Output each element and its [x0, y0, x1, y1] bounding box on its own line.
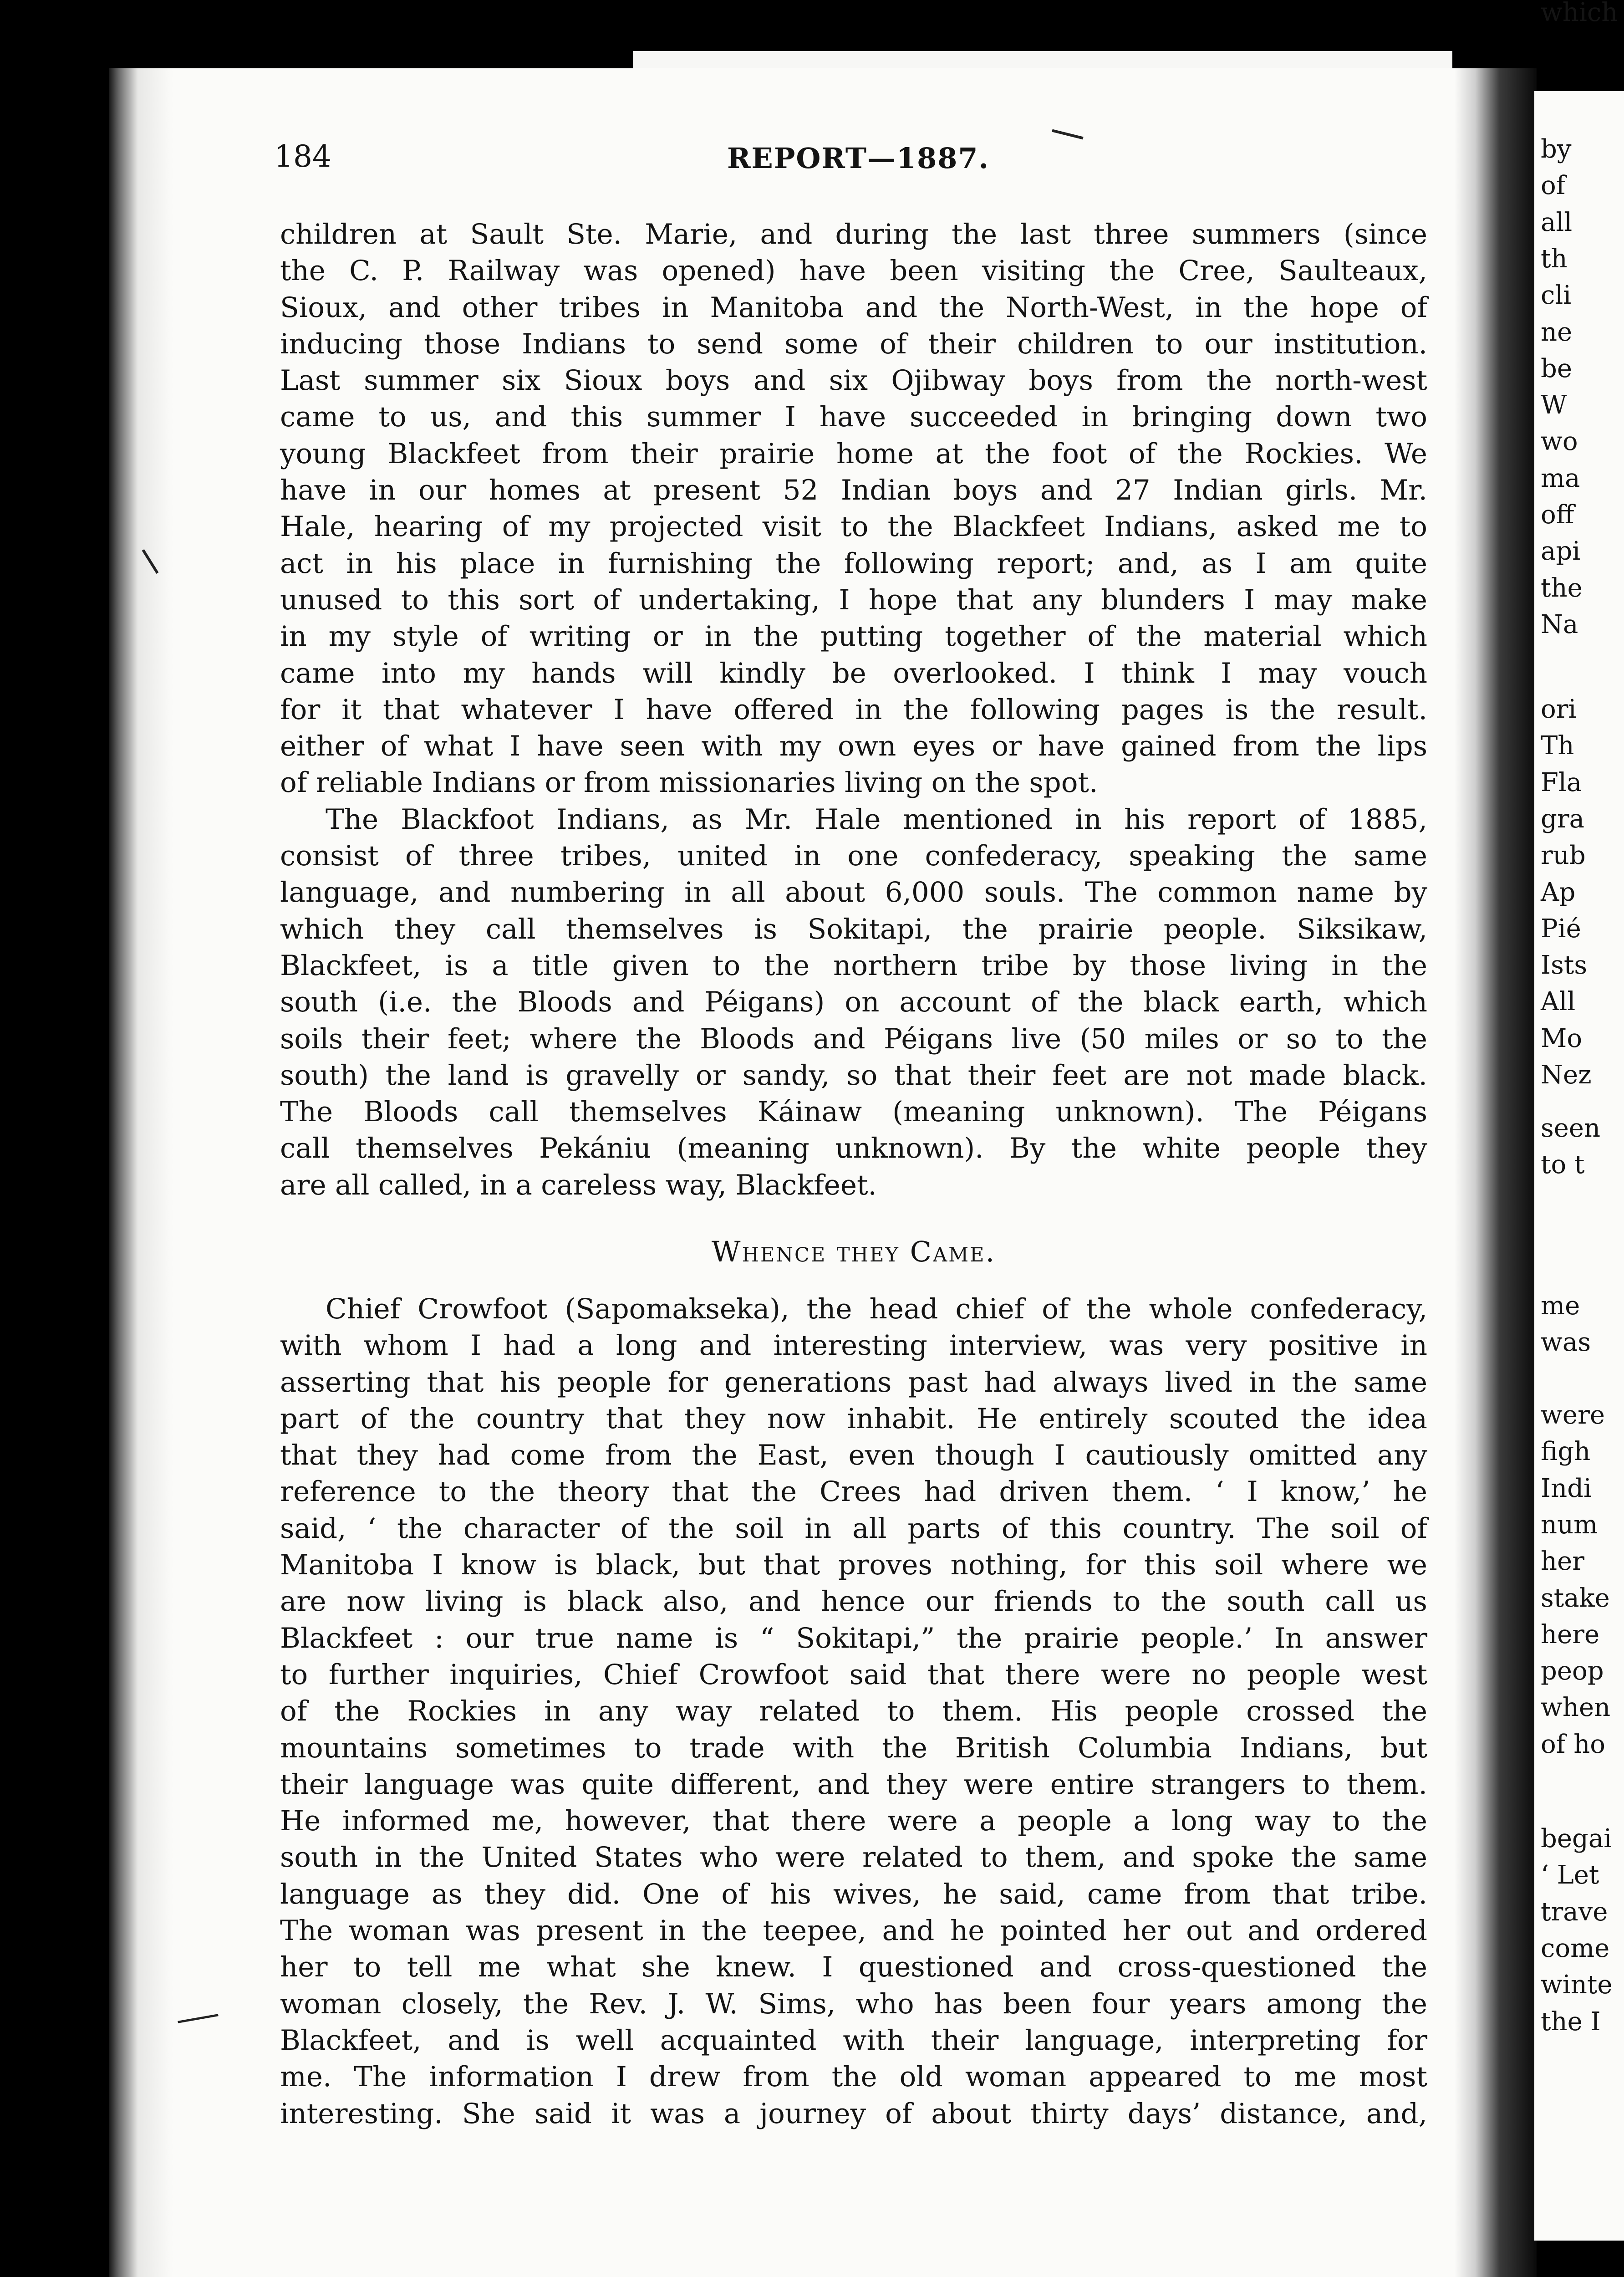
text-line: interesting. She said it was a journey of about thirty days’ distance, and,: [280, 2097, 1427, 2130]
text-line: either of what I have seen with my own eyes or have gained from the lips: [280, 730, 1427, 763]
facing-page-text-fragment: be: [1541, 353, 1572, 383]
text-line: that they had come from the East, even though I cautiously omitted any: [280, 1439, 1427, 1472]
text-line: came into my hands will kindly be overlooked. I think I may vouch: [280, 657, 1427, 689]
facing-page-text-fragment: figh: [1541, 1437, 1591, 1467]
text-line: Manitoba I know is black, but that proves nothing, for this soil where we: [280, 1549, 1427, 1582]
facing-page-text-fragment: trave: [1541, 1897, 1608, 1927]
text-line: The woman was present in the teepee, and he pointed her out and ordered: [280, 1915, 1427, 1947]
facing-page-text-fragment: stake: [1541, 1583, 1610, 1613]
text-line: Hale, hearing of my projected visit to the Blackfeet Indians, asked me to: [280, 511, 1427, 543]
facing-page-text-fragment: Mo: [1541, 1023, 1583, 1053]
text-line: language as they did. One of his wives, he said, came from that tribe.: [280, 1878, 1427, 1910]
facing-page-text-fragment: begai: [1541, 1824, 1612, 1853]
text-line: consist of three tribes, united in one confederacy, speaking the same: [280, 840, 1427, 873]
facing-page-text-fragment: Pié: [1541, 914, 1581, 944]
text-line: of the Rockies in any way related to them. His people crossed the: [280, 1695, 1427, 1728]
paragraph-2: [280, 802, 1427, 1204]
text-line: said, ‘ the character of the soil in all parts of this country. The soil of: [280, 1512, 1427, 1545]
text-line: The Blackfoot Indians, as Mr. Hale mentioned in his report of 1885,: [326, 803, 1427, 836]
text-line: her to tell me what she knew. I questioned and cross-questioned the: [280, 1951, 1427, 1984]
facing-page-text-fragment: W: [1541, 390, 1567, 420]
text-line: Chief Crowfoot (Sapomakseka), the head chief of the whole confederacy,: [326, 1293, 1427, 1325]
text-line: to further inquiries, Chief Crowfoot said that there were no people west: [280, 1658, 1427, 1691]
body-text-bottom: [280, 1291, 1427, 2132]
facing-page-text-fragment: by: [1541, 134, 1572, 164]
facing-page-text-fragment: th: [1541, 244, 1568, 274]
paragraph-1: [280, 216, 1427, 802]
text-line: act in his place in furnishing the following report; and, as I am quite: [280, 547, 1427, 580]
text-line: south) the land is gravelly or sandy, so that their feet are not made black.: [280, 1059, 1427, 1092]
text-line: unused to this sort of undertaking, I hope that any blunders I may make: [280, 583, 1427, 616]
text-line: He informed me, however, that there were a people a long way to the: [280, 1805, 1427, 1838]
facing-page-text-fragment: Fla: [1541, 767, 1582, 797]
text-line: The Bloods call themselves Káinaw (meaning unknown). The Péigans: [280, 1096, 1427, 1128]
facing-page-text-fragment: to t: [1541, 1150, 1585, 1179]
facing-page-text-fragment: was: [1541, 1327, 1591, 1357]
text-line: asserting that his people for generations past had always lived in the same: [280, 1366, 1427, 1399]
paragraph-3: [280, 1291, 1427, 2132]
facing-page-text-fragment: the I: [1541, 2006, 1601, 2037]
page-number: 184: [274, 139, 331, 174]
text-line: Sioux, and other tribes in Manitoba and the North-West, in the hope of: [280, 291, 1427, 324]
facing-page-text-fragment: ma: [1541, 463, 1580, 493]
text-line: in my style of writing or in the putting together of the material which: [280, 620, 1427, 653]
text-line: are all called, in a careless way, Blackfeet.: [280, 1169, 877, 1201]
text-line: Blackfeet, is a title given to the northern tribe by those living in the: [280, 949, 1427, 982]
adjacent-page-fragment: [1534, 0, 1624, 2241]
facing-page-text-fragment: here: [1541, 1619, 1600, 1649]
facing-page-text-fragment: the: [1541, 573, 1583, 603]
text-line: reference to the theory that the Crees had driven them. ‘ I know,’ he: [280, 1475, 1427, 1508]
facing-page-text-fragment: Na: [1541, 609, 1578, 639]
facing-page-text-fragment: Indi: [1541, 1473, 1592, 1503]
facing-page-text-fragment: Nez: [1541, 1060, 1592, 1090]
facing-page-text-fragment: rub: [1541, 841, 1586, 871]
facing-page-text-fragment: ‘ Let: [1541, 1860, 1599, 1890]
facing-page-text-fragment: her: [1541, 1547, 1584, 1577]
facing-page-text-fragment: api: [1541, 536, 1581, 567]
text-line: are now living is black also, and hence our friends to the south call us: [280, 1585, 1427, 1618]
page-header: [274, 139, 1003, 180]
text-line: for it that whatever I have offered in the following pages is the result.: [280, 693, 1427, 726]
facing-page-text-fragment: ne: [1541, 317, 1573, 347]
body-text-top: [280, 216, 1427, 1204]
text-line: the C. P. Railway was opened) have been visiting the Cree, Saulteaux,: [280, 255, 1427, 287]
facing-page-text-fragment: of: [1541, 171, 1566, 201]
facing-page-text-fragment: All: [1541, 987, 1576, 1017]
facing-page-text-fragment: Th: [1541, 731, 1574, 761]
facing-page-text-fragment: gra: [1541, 804, 1585, 834]
text-line: which they call themselves is Sokitapi, the prairie people. Siksikaw,: [280, 913, 1427, 945]
facing-page-text-fragment: which: [1541, 0, 1618, 27]
text-line: with whom I had a long and interesting interview, was very positive in: [280, 1329, 1427, 1362]
text-line: language, and numbering in all about 6,000 souls. The common name by: [280, 876, 1427, 909]
text-line: part of the country that they now inhabit. He entirely scouted the idea: [280, 1402, 1427, 1435]
facing-page-text-fragment: seen: [1541, 1113, 1601, 1143]
facing-page-text-fragment: ori: [1541, 694, 1577, 724]
facing-page-text-fragment: cli: [1541, 281, 1572, 311]
section-heading: Whence they Came.: [711, 1235, 996, 1268]
facing-page-text-fragment: num: [1541, 1510, 1598, 1540]
text-line: call themselves Pekániu (meaning unknown). By the white people they: [280, 1132, 1427, 1165]
text-line: have in our homes at present 52 Indian boys and 27 Indian girls. Mr.: [280, 474, 1427, 507]
text-line: of reliable Indians or from missionaries living on the spot.: [280, 766, 1098, 799]
text-line: soils their feet; where the Bloods and Péigans live (50 miles or so to the: [280, 1022, 1427, 1055]
text-line: came to us, and this summer I have succeeded in bringing down two: [280, 401, 1427, 434]
text-line: young Blackfeet from their prairie home at the foot of the Rockies. We: [280, 437, 1427, 470]
text-line: inducing those Indians to send some of their children to our institution.: [280, 327, 1427, 360]
text-line: Last summer six Sioux boys and six Ojibway boys from the north-west: [280, 364, 1427, 397]
facing-page-text-fragment: peop: [1541, 1656, 1604, 1686]
facing-page-text-fragment: were: [1541, 1400, 1605, 1430]
text-line: mountains sometimes to trade with the British Columbia Indians, but: [280, 1731, 1427, 1764]
facing-page-text-fragment: Ists: [1541, 950, 1588, 980]
text-line: their language was quite different, and they were entire strangers to them.: [280, 1768, 1427, 1801]
text-line: Blackfeet : our true name is “ Sokitapi,” the prairie people.’ In answer: [280, 1622, 1427, 1654]
gutter-shadow-right: [1455, 68, 1537, 2277]
running-head: REPORT—1887.: [727, 142, 990, 175]
facing-page-text-fragment: wo: [1541, 427, 1578, 457]
facing-page-text-fragment: of ho: [1541, 1729, 1606, 1759]
facing-page-text-fragment: off: [1541, 500, 1574, 530]
text-line: Blackfeet, and is well acquainted with their language, interpreting for: [280, 2024, 1427, 2057]
text-line: children at Sault Ste. Marie, and during the last three summers (since: [280, 218, 1427, 250]
facing-page-text-fragment: come: [1541, 1933, 1610, 1963]
facing-page-text-fragment: Ap: [1541, 877, 1576, 907]
facing-page-text-fragment: winte: [1541, 1970, 1613, 2000]
facing-page-text-fragment: me: [1541, 1291, 1580, 1321]
text-line: me. The information I drew from the old woman appeared to me most: [280, 2061, 1427, 2093]
text-line: woman closely, the Rev. J. W. Sims, who has been four years among the: [280, 1987, 1427, 2020]
facing-page-text-fragment: when: [1541, 1693, 1611, 1723]
text-line: south (i.e. the Bloods and Péigans) on account of the black earth, which: [280, 986, 1427, 1019]
binding-shadow-left: [109, 68, 173, 2277]
text-line: south in the United States who were related to them, and spoke the same: [280, 1841, 1427, 1874]
facing-page-text-fragment: all: [1541, 207, 1573, 237]
